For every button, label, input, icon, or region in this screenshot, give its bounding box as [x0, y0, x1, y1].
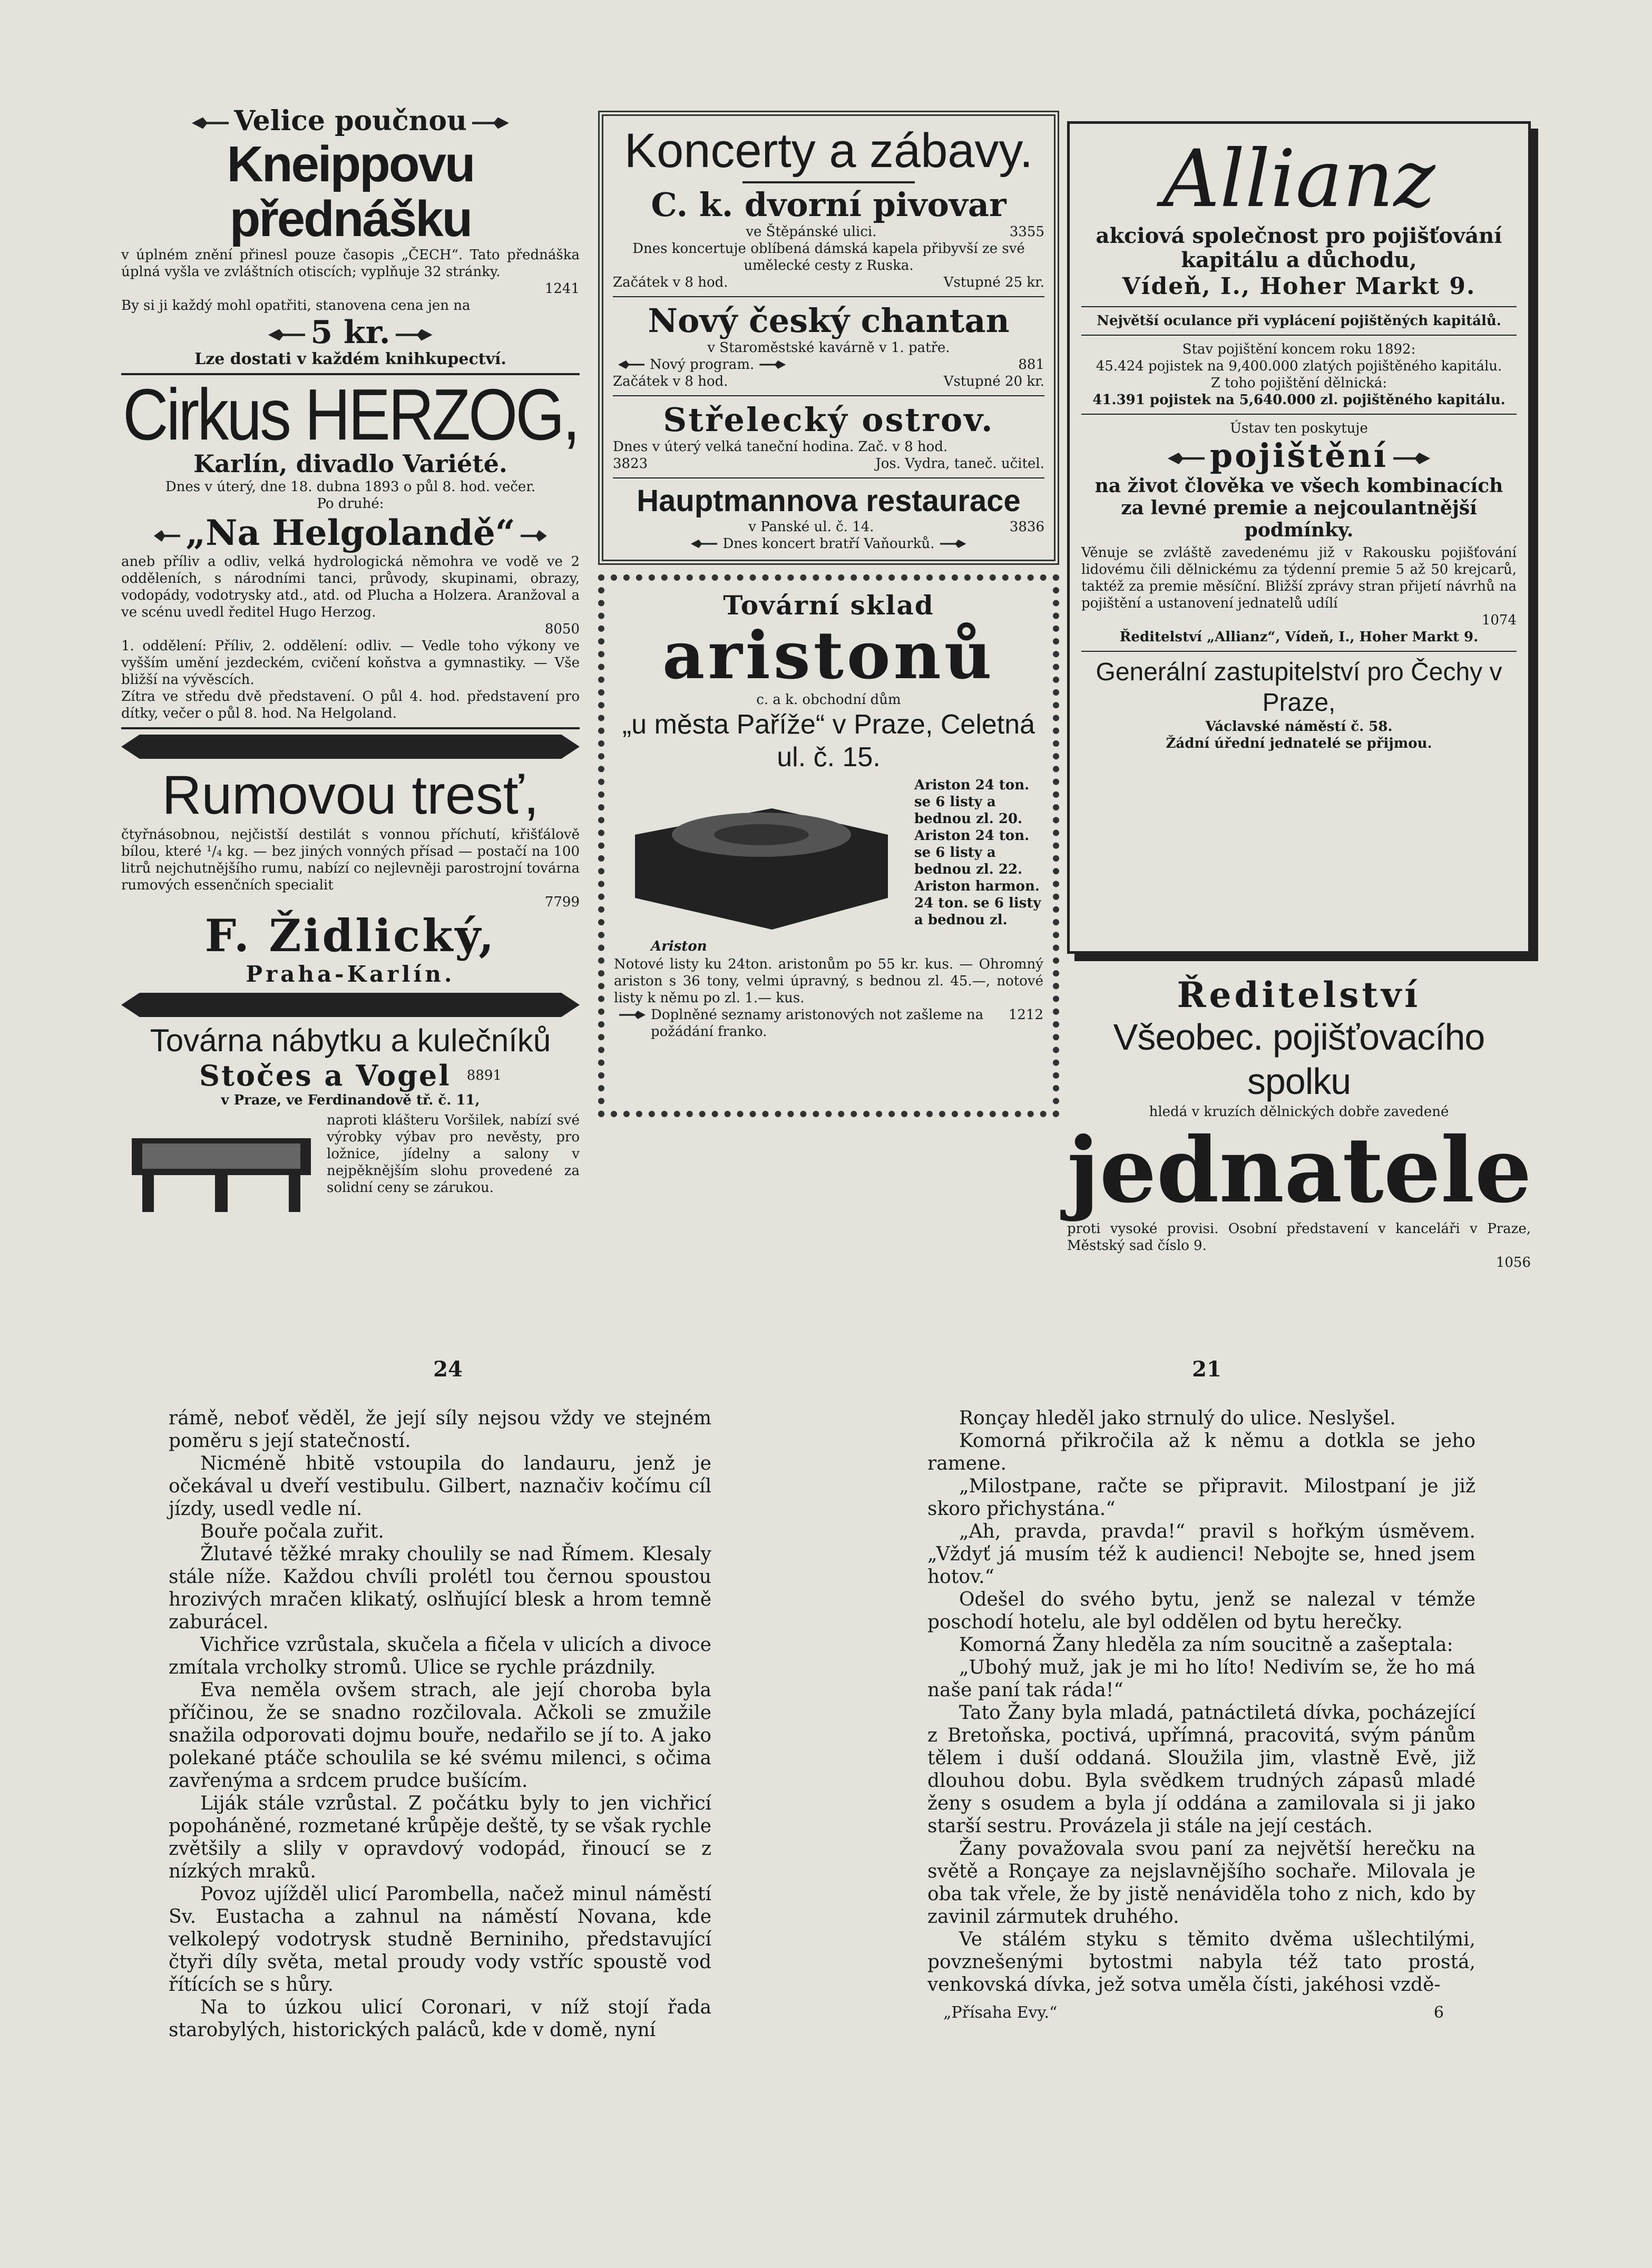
ariston-footer: Doplněné seznamy aristonových not zašleme na požádání franko.	[651, 1007, 984, 1040]
allianz-body: Věnuje se zvláště zavedenému již v Rakousku pojišťování lidovému čili dělnickému za týdenní premie 5 až 50 krejcarů, taktéž za premie měsíční. Bližší zprávy stran přijetí návrhů na pojištění a ustanovení jednatelů udílí	[1081, 545, 1517, 611]
story-right-paragraph: Žany považovala svou paní za největší herečku na světě a Ronçaye za nejslavnějšího sochaře. Milovala je oba tak vřele, že by jistě nenáviděla toho z nich, kdo by zavinil zármutek druhého.	[927, 1838, 1475, 1928]
divider	[1081, 414, 1517, 415]
rum-ad	[121, 735, 580, 1017]
allianz-claim: Největší oculance při vyplácení pojištěných kapitálů.	[1097, 313, 1501, 329]
rum-title: Rumovou tresť,	[162, 765, 539, 826]
spolek-title: Všeobec. pojišťovacího spolku	[1113, 1016, 1485, 1102]
concerts-box	[598, 111, 1059, 565]
story-right-paragraph: Komorná přikročila až k němu a dotkla se jeho ramene.	[927, 1430, 1475, 1474]
concert-2-code: 881	[1018, 357, 1044, 373]
allianz-offer2: na život člověka ve všech kombinacích za levné premie a nejcoulantnější podmínky.	[1094, 475, 1503, 541]
story-left-paragraph: Eva neměla ovšem strach, ale její choroba byla příčinou, že se snadno rozčilovala. Ačkoli se zmužile snažila odporovati dojmu bouře, nedařilo se jí to. A jako polekané ptáče schoulila se ké svému milenci, s očima zavřenýma a srdcem prudce bušícím.	[169, 1679, 711, 1792]
pointing-hand-icon	[396, 329, 433, 341]
ariston-sub: c. a k. obchodní dům	[756, 692, 901, 708]
spolek-sub: hledá v kruzích dělnických dobře zavedené	[1149, 1104, 1449, 1120]
story-left-paragraph: Nicméně hbitě vstoupila do landauru, jenž je očekával u dveří vestibulu. Gilbert, naznačiv kočímu cíl jízdy, usedl vedle ní.	[169, 1453, 711, 1520]
story-left-column	[169, 1407, 711, 2041]
pointing-hand-icon	[619, 1011, 646, 1019]
ariston-side: Ariston 24 ton. se 6 listy a bednou zl. 20. Ariston 24 ton. se 6 listy a bednou zl. 22. Ariston harmon. 24 ton. se 6 listy a bednou zl.	[914, 777, 1041, 928]
pointing-hand-icon	[192, 118, 229, 129]
spolek-ad	[1067, 975, 1531, 1271]
story-right-column	[927, 1407, 1475, 2024]
cirkus-body: aneb příliv a odliv, velká hydrologická němohra ve vodě ve 2 odděleních, s národními tanci, průvody, skupinami, obrazy, vodopády, vodotrysky atd., atd. od Plucha a Holzera. Aranžoval a ve scénu uvedl ředitel Hugo Herzog.	[121, 554, 580, 620]
cirkus-show-row: „Na Helgolandě“	[121, 512, 580, 553]
divider	[613, 395, 1044, 396]
rum-body: čtyřnásobnou, nejčistší destilát s vonnou příchutí, křišťálově bílou, které ¹/₄ kg. — bez jiných vonných přísad — postačí na 100 litrů nejchutnějšího rumu, nabízí co nejlevněji parostrojní továrna rumových essenčních specialit	[121, 827, 580, 893]
decorative-bar	[121, 735, 580, 759]
spolek-body: proti vysoké provisi. Osobní představení v kanceláři v Praze, Městský sad číslo 9.	[1067, 1221, 1531, 1254]
furniture-body: naproti klášteru Voršilek, nabízí své výrobky výbav pro nevěsty, pro ložnice, jídelny a salony v nejpěknějším slohu provedené za solidní ceny se zárukou.	[327, 1112, 580, 1196]
kneipp-top: Velice poučnou	[121, 105, 580, 137]
concert-4-body: Dnes koncert bratří Vaňourků.	[722, 536, 935, 552]
cirkus-footer: Zítra ve středu dvě představení. O půl 4. hod. představení pro dítky, večer o půl 8. hod. Na Helgoland.	[121, 689, 580, 721]
allianz-ad	[1067, 121, 1531, 954]
cirkus-code: 8050	[544, 621, 580, 637]
pointing-hand-icon	[1393, 453, 1430, 464]
concert-3-body: Dnes v úterý velká taneční hodina. Zač. v 8 hod.	[613, 439, 948, 455]
divider	[1081, 651, 1517, 652]
story-left-paragraph: Žlutavé těžké mraky choulily se nad Římem. Klesaly stále níže. Každou chvíli prolétl tou černou spoustou hrozivých mračen klikatý, oslňující blesk a hrom temně zaburácel.	[169, 1543, 711, 1633]
story-right-paragraph: Tato Žany byla mladá, patnáctiletá dívka, pocházející z Bretoňska, poctivá, upřímná, pracovitá, svým pánům tělem i duší oddaná. Sloužila jim, vlastně Evě, již dlouhou dobu. Byla svědkem trudných zápasů mladé ženy s osudem a byla jí oddána a zamilovala si ji jako starší sestru. Provázela ji stále na její cestách.	[927, 1702, 1475, 1837]
right-page-number: 21	[1192, 1357, 1221, 1382]
kneipp-line2: By si ji každý mohl opatřiti, stanovena cena jen na	[121, 298, 471, 314]
allianz-insurance-row: pojištění	[1081, 437, 1517, 475]
concert-4-code: 3836	[1009, 519, 1044, 535]
divider	[613, 296, 1044, 297]
concert-3-sign: Jos. Vydra, taneč. učitel.	[875, 456, 1044, 472]
concert-2-fee: Vstupné 20 kr.	[943, 374, 1044, 389]
pointing-hand-icon	[268, 329, 305, 341]
billiard-table-icon	[121, 1112, 321, 1217]
pointing-hand-icon	[472, 118, 509, 129]
furniture-firm: Stočes a Vogel	[199, 1059, 451, 1092]
allianz-general: Generální zastupitelství pro Čechy v Praze,	[1096, 658, 1502, 717]
divider	[121, 727, 580, 729]
allianz-stat1: Stav pojištění koncem roku 1892:	[1182, 341, 1416, 357]
allianz-code: 1074	[1481, 612, 1517, 628]
pointing-hand-icon	[618, 360, 644, 369]
story-left-paragraph: Bouře počala zuřit.	[200, 1521, 384, 1542]
concert-1-code: 3355	[1009, 224, 1044, 240]
ariston-box	[598, 574, 1059, 1117]
concert-2-title: Nový český chantan	[648, 301, 1010, 340]
furniture-row	[121, 1112, 580, 1217]
story-left-paragraph: Liják stále vzrůstal. Z počátku byly to jen vichřicí popoháněné, rozmetané krůpěje deště, ty se však rychle zvětšily a slily v opravdový vodopád, řinoucí se z nízkých mraků.	[169, 1793, 711, 1882]
left-page-number: 24	[433, 1357, 463, 1382]
concert-4-title: Hauptmannova restaurace	[637, 484, 1021, 518]
kneipp-ad	[121, 105, 580, 368]
ariston-top: Tovární sklad	[723, 590, 934, 621]
concert-1-fee: Vstupné 25 kr.	[943, 275, 1044, 290]
divider	[742, 181, 915, 183]
kneipp-price-row: 5 kr.	[121, 314, 580, 351]
story-left-paragraph: Povoz ujížděl ulicí Parombella, načež minul náměstí Sv. Eustacha a zahnul na náměstí Novana, kde velkolepý vodotrysk studně Berniniho, představující čtyři díly světa, metal proudy vody vstříc spoustě vod řítících se s hůry.	[169, 1883, 711, 1996]
pointing-hand-icon	[940, 540, 966, 548]
pointing-hand-icon	[1168, 453, 1205, 464]
cirkus-date: Dnes v úterý, dne 18. dubna 1893 o půl 8. hod. večer.	[165, 479, 536, 495]
music-box-icon	[614, 777, 909, 951]
allianz-offer: Ústav ten poskytuje	[1230, 421, 1368, 436]
concert-1-title: C. k. dvorní pivovar	[651, 185, 1006, 224]
furniture-firm-row	[121, 1059, 580, 1092]
rum-code: 7799	[544, 894, 580, 910]
column-left	[121, 105, 580, 1217]
allianz-gaddr: Václavské náměstí č. 58.	[1205, 719, 1393, 735]
story-footer	[927, 2001, 1475, 2024]
pointing-hand-icon	[154, 530, 180, 542]
cirkus-program: 1. oddělení: Příliv, 2. oddělení: odliv. — Vedle toho výkony ve vyšším umění jezdeckém, cvičení koňstva a gymnastiky. — Vše bližší na vývěscích.	[121, 638, 580, 688]
concert-3-title: Střelecký ostrov.	[663, 400, 994, 439]
story-right-paragraph: Ronçay hleděl jako strnulý do ulice. Neslyšel.	[959, 1407, 1396, 1429]
story-right-paragraph: Komorná Žany hleděla za ním soucitně a zašeptala:	[959, 1634, 1453, 1656]
ariston-body: Notové listy ku 24ton. aristonům po 55 kr. kus. — Ohromný ariston s 36 tony, velmi úpravný, s bednou zl. 45.—, notové listy k němu po zl. 1.— kus.	[614, 956, 1043, 1006]
concert-2-program: Nový program.	[650, 357, 755, 373]
story-right-paragraph: Odešel do svého bytu, jenž se nalezal v témže poschodí hotelu, ale byl oddělen od bytu herečky.	[927, 1589, 1475, 1633]
column-right	[1067, 121, 1531, 1271]
allianz-note: Žádní úřední jednatelé se přijmou.	[1166, 736, 1432, 751]
concert-4-place: v Panské ul. č. 14.	[748, 519, 874, 535]
story-left-paragraph: rámě, neboť věděl, že její síly nejsou vždy ve stejném poměru s její statečností.	[169, 1407, 711, 1452]
spolek-top: Ředitelství	[1177, 974, 1421, 1015]
concert-3-code: 3823	[613, 456, 648, 472]
kneipp-body: v úplném znění přinesl pouze časopis „ČECH“. Tato přednáška úplná vyšla ve zvláštních otiscích; vyplňuje 32 stránky.	[121, 247, 580, 280]
allianz-sub: akciová společnost pro pojišťování kapitálu a důchodu,	[1096, 223, 1502, 272]
cirkus-ad	[121, 374, 580, 722]
story-left-paragraph: Vichřice vzrůstala, skučela a fičela v ulicích a divoce zmítala vrcholky stromů. Ulice se rychle prázdnily.	[169, 1634, 711, 1678]
story-right-paragraph: „Milostpane, račte se připravit. Milostpaní je již skoro přichystána.“	[927, 1475, 1475, 1520]
ariston-code: 1212	[1008, 1007, 1043, 1023]
concert-1-place: ve Štěpánské ulici.	[746, 224, 877, 240]
allianz-stat3: Z toho pojištění dělnická:	[1210, 375, 1387, 391]
allianz-addr: Vídeň, I., Hoher Markt 9.	[1122, 273, 1476, 300]
allianz-stat4: 41.391 pojistek na 5,640.000 zl. pojištěného kapitálu.	[1092, 392, 1506, 408]
divider	[1081, 306, 1517, 307]
ariston-store: „u města Paříže“ v Praze, Celetná ul. č. 15.	[622, 709, 1035, 773]
furniture-addr: v Praze, ve Ferdinandově tř. č. 11,	[221, 1092, 480, 1108]
ariston-title: aristonů	[662, 618, 995, 694]
concert-2-start: Začátek v 8 hod.	[613, 374, 728, 389]
concert-1-start: Začátek v 8 hod.	[613, 275, 728, 290]
kneipp-footer: Lze dostati v každém knihkupectví.	[194, 350, 506, 368]
decorative-bar	[121, 993, 580, 1017]
allianz-stat2: 45.424 pojistek na 9,400.000 zlatých pojištěného kapitálu.	[1096, 358, 1502, 374]
cirkus-venue: Karlín, divadlo Variété.	[193, 449, 507, 478]
pointing-hand-icon	[691, 540, 717, 548]
ariston-label: Ariston	[651, 939, 707, 954]
story-right-paragraph: „Ah, pravda, pravda!“ pravil s hořkým úsměvem. „Vždyť já musím též k audienci! Nebojte se, hned jsem hotov.“	[927, 1521, 1475, 1588]
furniture-title: Továrna nábytku a kulečníků	[150, 1023, 551, 1058]
kneipp-code: 1241	[544, 281, 580, 297]
pointing-hand-icon	[759, 360, 786, 369]
furniture-ad	[121, 1022, 580, 1217]
rum-place: Praha-Karlín.	[246, 961, 455, 987]
concerts-title: Koncerty a zábavy.	[624, 124, 1033, 178]
kneipp-title: Kneippovu přednášku	[227, 136, 474, 247]
spolek-code: 1056	[1495, 1255, 1531, 1270]
story-left-paragraph: Na to úzkou ulicí Coronari, v níž stojí řada starobylých, historických paláců, kde v domě, nyní	[169, 1997, 711, 2041]
ariston-illustration	[614, 777, 914, 953]
ariston-row	[614, 777, 1043, 953]
cirkus-title: Cirkus HERZOG,	[122, 374, 579, 456]
rum-maker: F. Židlický,	[204, 910, 496, 962]
allianz-sign: Ředitelství „Allianz“, Vídeň, I., Hoher Markt 9.	[1119, 629, 1479, 645]
pointing-hand-icon	[521, 530, 547, 542]
concert-1-body: Dnes koncertuje oblíbená dámská kapela přibyvší ze své umělecké cesty z Ruska.	[632, 241, 1025, 273]
divider	[1081, 335, 1517, 336]
story-footer-number: 6	[1433, 2003, 1444, 2022]
story-right-paragraph: „Ubohý muž, jak je mi ho líto! Nedivím se, že ho má naše paní tak ráda!“	[927, 1657, 1475, 1701]
allianz-logo: Allianz	[1162, 133, 1435, 225]
cirkus-again: Po druhé:	[317, 496, 384, 512]
concert-2-place: v Staroměstské kavárně v 1. patře.	[707, 340, 950, 356]
story-right-paragraph: Ve stálém styku s těmito dvěma ušlechtilými, povznešenými bytostmi nabyla též tato prostá, venkovská dívka, jež sotva uměla čísti, jakéhosi vzdě-	[927, 1929, 1475, 1996]
divider	[613, 477, 1044, 478]
spolek-big: jednatele	[1067, 1118, 1532, 1223]
story-footer-title: „Přísaha Evy.“	[943, 2003, 1058, 2022]
column-middle	[598, 111, 1059, 1117]
furniture-code: 8891	[466, 1068, 502, 1083]
